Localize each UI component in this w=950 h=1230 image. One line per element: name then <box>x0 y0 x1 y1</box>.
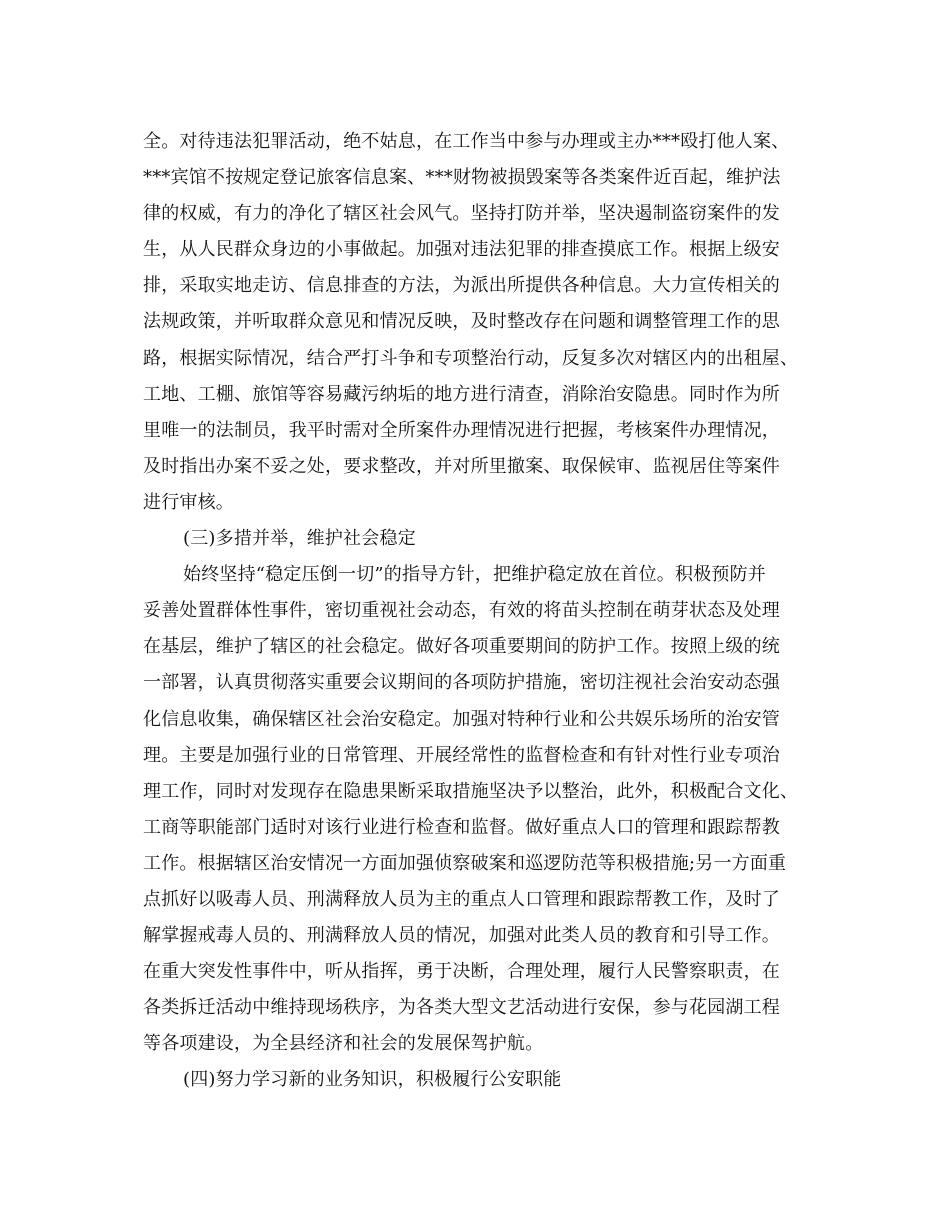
body-text <box>143 124 813 1099</box>
text-line: 里唯一的法制员，我平时需对全所案件办理情况进行把握，考核案件办理情况， <box>143 419 780 441</box>
text-line: 排，采取实地走访、信息排查的方法，为派出所提供各种信息。大力宣传相关的 <box>143 275 780 297</box>
text-line: 全。对待违法犯罪活动，绝不姑息，在工作当中参与办理或主办***殴打他人案、 <box>143 131 790 152</box>
text-line: 化信息收集，确保辖区社会治安稳定。加强对特种行业和公共娱乐场所的治安管 <box>143 708 780 730</box>
text-line: 工商等职能部门适时对该行业进行检查和监督。做好重点人口的管理和跟踪帮教 <box>143 816 780 838</box>
text-line: 路，根据实际情况，结合严打斗争和专项整治行动，反复多次对辖区内的出租屋、 <box>143 347 799 369</box>
text-line: 在重大突发性事件中，听从指挥，勇于决断，合理处理，履行人民警察职责，在 <box>143 961 780 983</box>
text-line: 一部署，认真贯彻落实重要会议期间的各项防护措施，密切注视社会治安动态强 <box>143 672 780 694</box>
text-line: 妥善处置群体性事件，密切重视社会动态，有效的将苗头控制在萌芽状态及处理 <box>143 600 780 622</box>
text-line: 法规政策，并听取群众意见和情况反映，及时整改存在问题和调整管理工作的思 <box>143 311 780 333</box>
text-line: 及时指出办案不妥之处，要求整改，并对所里撤案、取保候审、监视居住等案件 <box>143 455 780 477</box>
text-line: 工作。根据辖区治安情况一方面加强侦察破案和巡逻防范等积极措施;另一方面重 <box>143 852 787 874</box>
paragraph-heading-line: 始终坚持“稳定压倒一切”的指导方针，把维护稳定放在首位。积极预防并 <box>183 564 767 586</box>
text-line: ***宾馆不按规定登记旅客信息案、***财物被损毁案等各类案件近百起，维护法 <box>143 167 781 189</box>
text-line: 各类拆迁活动中维持现场秩序，为各类大型文艺活动进行安保，参与花园湖工程 <box>143 997 780 1019</box>
paragraph-heading-line: (三)多措并举，维护社会稳定 <box>183 528 416 550</box>
text-line: 理工作，同时对发现存在隐患果断采取措施坚决予以整治，此外，积极配合文化、 <box>143 780 799 802</box>
text-line: 生，从人民群众身边的小事做起。加强对违法犯罪的排查摸底工作。根据上级安 <box>143 239 780 261</box>
text-line: 理。主要是加强行业的日常管理、开展经常性的监督检查和有针对性行业专项治 <box>143 744 780 766</box>
text-line: 等各项建设，为全县经济和社会的发展保驾护航。 <box>143 1033 544 1055</box>
text-line: 工地、工棚、旅馆等容易藏污纳垢的地方进行清查，消除治安隐患。同时作为所 <box>143 383 780 405</box>
text-line: 点抓好以吸毒人员、刑满释放人员为主的重点人口管理和跟踪帮教工作，及时了 <box>143 888 780 910</box>
text-line: 解掌握戒毒人员的、刑满释放人员的情况，加强对此类人员的教育和引导工作。 <box>143 925 780 947</box>
text-line: 进行审核。 <box>143 491 234 513</box>
paragraph-heading-line: (四)努力学习新的业务知识，积极履行公安职能 <box>183 1069 562 1091</box>
text-line: 律的权威，有力的净化了辖区社会风气。坚持打防并举，坚决遏制盗窃案件的发 <box>143 203 780 225</box>
text-line: 在基层，维护了辖区的社会稳定。做好各项重要期间的防护工作。按照上级的统 <box>143 636 780 658</box>
